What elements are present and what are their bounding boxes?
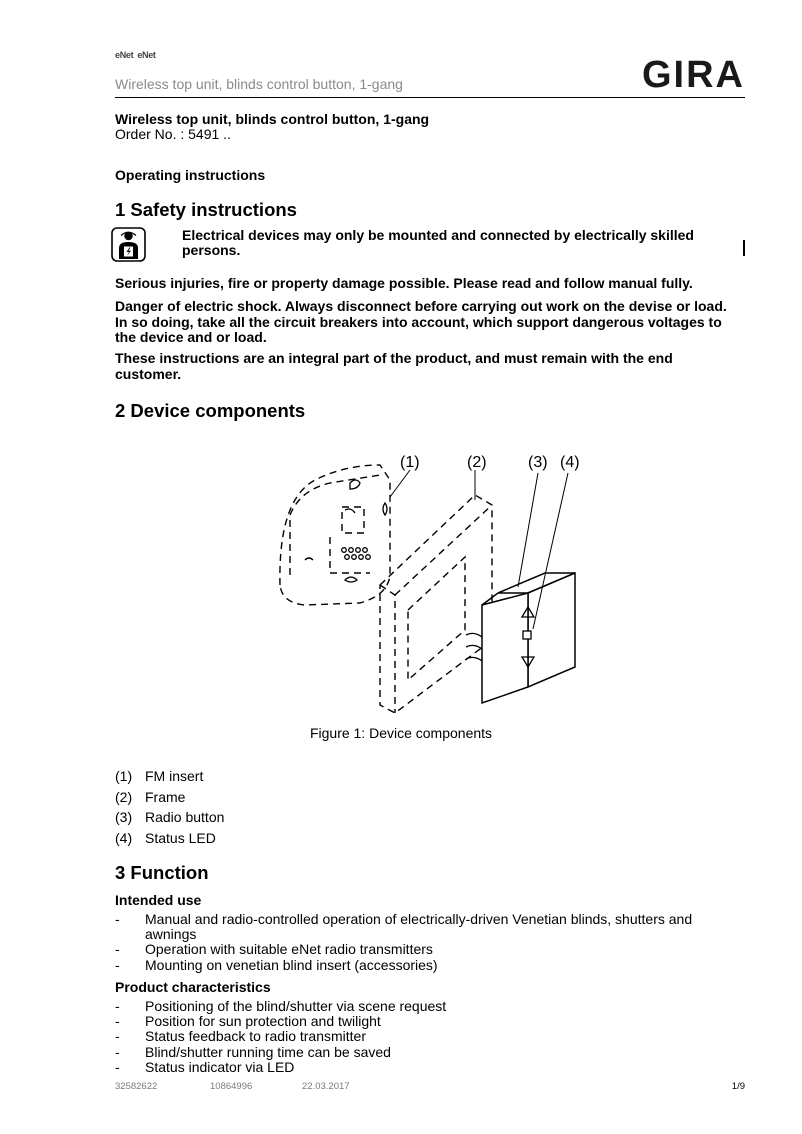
list-item: - Positioning of the blind/shutter via scene request bbox=[115, 998, 447, 1014]
fm-insert-drawing bbox=[280, 465, 390, 605]
change-bar bbox=[743, 240, 745, 256]
operating-instructions-label: Operating instructions bbox=[115, 167, 266, 183]
page-header bbox=[115, 48, 745, 98]
safety-paragraph: Danger of electric shock. Always disconnect before carrying out work on the devise or load. In so doing, take all the circuit breakers into account, which support dangerous voltages to the device and or load. bbox=[115, 298, 727, 345]
enet-logo: eNet bbox=[115, 50, 134, 60]
frame-drawing bbox=[380, 495, 492, 713]
list-item: - Blind/shutter running time can be saved bbox=[115, 1043, 391, 1060]
footer-code: 32582622 bbox=[115, 1081, 158, 1092]
enet-logos bbox=[115, 50, 156, 60]
list-item: - Position for sun protection and twilight bbox=[115, 1013, 381, 1030]
legend-item: (2) Frame bbox=[115, 788, 186, 805]
device-components-figure bbox=[270, 445, 600, 715]
legend-item: (1) FM insert bbox=[115, 768, 204, 784]
intended-use-heading: Intended use bbox=[115, 892, 202, 908]
header-title: Wireless top unit, blinds control button, 1-gang bbox=[115, 76, 403, 92]
section-heading-function: 3 Function bbox=[115, 862, 209, 883]
section-heading-safety: 1 Safety instructions bbox=[115, 199, 297, 220]
enet-logo: eNet bbox=[137, 50, 156, 60]
list-item: - Status indicator via LED bbox=[115, 1058, 295, 1075]
list-item: - Manual and radio-controlled operation of electrically-driven Venetian blinds, shutters and awnings bbox=[115, 911, 693, 943]
section-heading-components: 2 Device components bbox=[115, 400, 306, 421]
intended-use-list bbox=[115, 912, 735, 973]
document-title: Wireless top unit, blinds control button, 1-gang bbox=[115, 111, 430, 127]
figure-label: (4) bbox=[560, 454, 580, 471]
figure-label: (2) bbox=[467, 454, 487, 471]
product-characteristics-list bbox=[115, 999, 735, 1075]
electrician-warning-icon bbox=[111, 227, 146, 262]
list-item: - Status feedback to radio transmitter bbox=[115, 1028, 366, 1045]
figure-label: (1) bbox=[400, 454, 420, 471]
legend-item: (4) Status LED bbox=[115, 829, 216, 846]
safety-paragraph: These instructions are an integral part of the product, and must remain with the end customer. bbox=[115, 350, 673, 382]
components-legend bbox=[115, 766, 224, 848]
brand-logo: GIRA bbox=[642, 54, 745, 96]
figure-label: (3) bbox=[528, 454, 548, 471]
legend-item: (3) Radio button bbox=[115, 809, 225, 825]
order-number: Order No. : 5491 .. bbox=[115, 126, 231, 142]
fm-insert-details bbox=[305, 480, 387, 582]
list-item: - Mounting on venetian blind insert (accessories) bbox=[115, 956, 438, 973]
safety-paragraph: Serious injuries, fire or property damage possible. Please read and follow manual fully. bbox=[115, 275, 693, 291]
page-number: 1/9 bbox=[731, 1081, 745, 1092]
figure-caption: Figure 1: Device components bbox=[309, 725, 493, 741]
footer-date: 22.03.2017 bbox=[302, 1081, 350, 1092]
list-item: - Operation with suitable eNet radio transmitters bbox=[115, 941, 433, 958]
product-characteristics-heading: Product characteristics bbox=[115, 979, 271, 995]
footer-code: 10864996 bbox=[210, 1081, 253, 1092]
warning-text: Electrical devices may only be mounted and connected by electrically skilled persons. bbox=[182, 227, 694, 258]
